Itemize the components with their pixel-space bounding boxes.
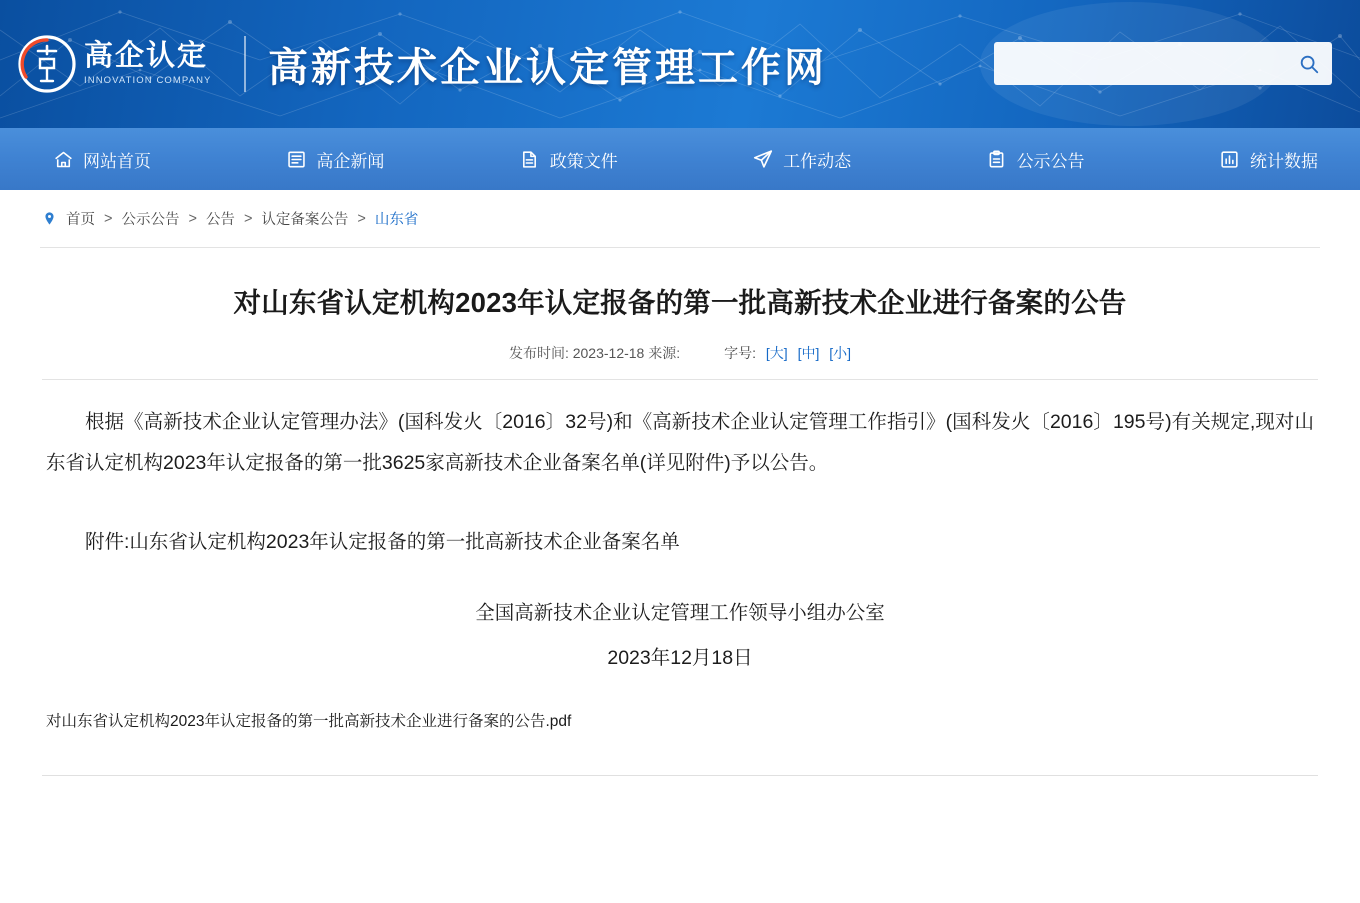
breadcrumb: [40, 190, 1320, 248]
nav-item-updates[interactable]: [752, 147, 851, 172]
article-paragraph-2: 附件:山东省认定机构2023年认定报备的第一批高新技术企业备案名单: [85, 531, 680, 553]
nav-label-policy: 政策文件: [549, 151, 618, 171]
breadcrumb-item-current[interactable]: 山东省: [374, 212, 419, 228]
bar-chart-icon: [1219, 148, 1241, 170]
nav-item-announcements[interactable]: [986, 147, 1085, 172]
font-size-control: [724, 343, 851, 363]
font-size-medium[interactable]: [中]: [797, 345, 820, 362]
main-nav: [0, 128, 1360, 190]
site-title: 高新技术企业认定管理工作网: [268, 45, 827, 90]
nav-item-policy[interactable]: [519, 147, 618, 172]
font-size-label: 字号:: [724, 345, 757, 362]
nav-item-home[interactable]: [52, 147, 151, 172]
article-sign-date: 2023年12月18日: [607, 646, 753, 669]
breadcrumb-separator: >: [357, 210, 366, 227]
article-signature: 全国高新技术企业认定管理工作领导小组办公室: [475, 601, 885, 624]
home-icon: [52, 148, 74, 170]
clipboard-icon: [986, 148, 1008, 170]
logo-text-en: INNOVATION COMPANY: [84, 75, 212, 87]
nav-item-news[interactable]: [285, 147, 384, 172]
logo-text-cn: 高企认定: [84, 40, 209, 73]
document-icon: [519, 148, 541, 170]
search-icon[interactable]: [1286, 42, 1332, 85]
breadcrumb-item-filing-notice[interactable]: 认定备案公告: [261, 212, 349, 228]
publish-time-label: 发布时间:: [508, 345, 569, 362]
nav-label-statistics: 统计数据: [1249, 151, 1318, 171]
site-header: [0, 0, 1360, 128]
breadcrumb-separator: >: [104, 210, 113, 227]
search-input[interactable]: [994, 42, 1286, 85]
header-divider: [244, 36, 246, 92]
article: [40, 248, 1320, 776]
publish-info: [509, 343, 680, 363]
article-paragraph-1: 根据《高新技术企业认定管理办法》(国科发火〔2016〕32号)和《高新技术企业认定管理工作指引》(国科发火〔2016〕195号)有关规定,现对山东省认定机构2023年认定报备的第一批3625家高新技术企业备案名单(详见附件)予以公告。: [46, 411, 1314, 475]
breadcrumb-item-notice[interactable]: 公告: [205, 212, 235, 228]
article-bottom-divider: [42, 775, 1318, 776]
paper-plane-icon: [752, 148, 774, 170]
nav-label-news: 高企新闻: [316, 151, 385, 171]
nav-item-statistics[interactable]: [1219, 147, 1318, 172]
page-title: 对山东省认定机构2023年认定报备的第一批高新技术企业进行备案的公告: [233, 287, 1127, 318]
news-icon: [285, 148, 307, 170]
search-box[interactable]: [994, 42, 1332, 85]
page-content: [0, 190, 1360, 776]
nav-label-updates: 工作动态: [783, 151, 852, 171]
site-logo[interactable]: [10, 33, 238, 95]
paragraph-spacer: [46, 488, 1314, 522]
attachment-link[interactable]: 对山东省认定机构2023年认定报备的第一批高新技术企业进行备案的公告.pdf: [46, 712, 572, 730]
signature-spacer: [46, 567, 1314, 593]
breadcrumb-separator: >: [188, 210, 197, 227]
font-size-small[interactable]: [小]: [829, 345, 852, 362]
article-body: [40, 380, 1320, 679]
location-pin-icon: [42, 211, 57, 226]
publish-time-value: 2023-12-18: [572, 345, 645, 362]
breadcrumb-item-home[interactable]: 首页: [66, 212, 95, 228]
breadcrumb-item-announcements[interactable]: 公示公告: [121, 212, 180, 228]
source-label: 来源:: [648, 345, 681, 362]
logo-mark-icon: [16, 33, 78, 95]
article-meta: [42, 321, 1318, 380]
breadcrumb-separator: >: [243, 210, 253, 227]
nav-label-home: 网站首页: [83, 151, 151, 171]
nav-label-announcements: 公示公告: [1016, 151, 1085, 171]
font-size-large[interactable]: [大]: [765, 345, 788, 362]
